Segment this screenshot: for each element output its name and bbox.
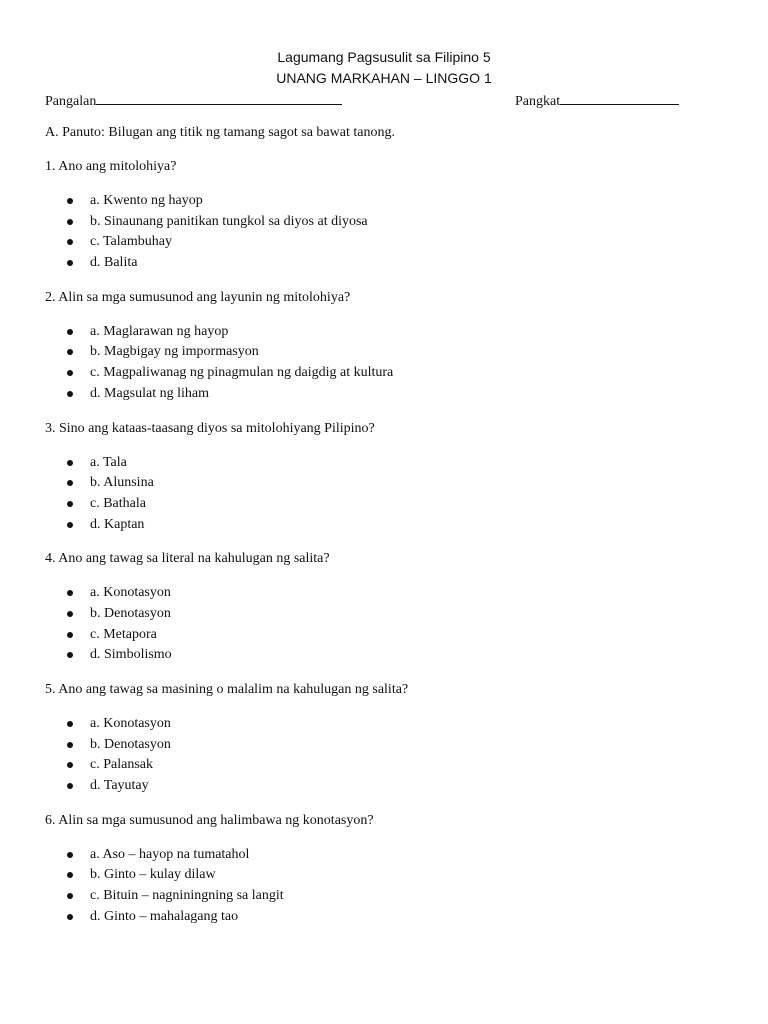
bullet-icon — [67, 721, 73, 727]
choice-text: b. Alunsina — [90, 475, 154, 491]
choice-text: d. Simbolismo — [90, 647, 172, 663]
bullet-icon — [67, 460, 73, 466]
name-field — [45, 90, 342, 112]
name-blank-line — [96, 90, 342, 105]
bullet-icon — [67, 783, 73, 789]
question-text: 4. Ano ang tawag sa literal na kahulugan ng salita? — [45, 551, 330, 567]
choice-item — [45, 583, 735, 604]
question-3 — [45, 419, 735, 536]
choice-text: d. Magsulat ng liham — [90, 385, 209, 401]
question-text: 2. Alin sa mga sumusunod ang layunin ng mitolohiya? — [45, 289, 351, 305]
bullet-icon — [67, 239, 73, 245]
question-text: 3. Sino ang kataas-taasang diyos sa mitolohiyang Pilipino? — [45, 420, 375, 436]
choice-item — [45, 473, 735, 494]
choice-text: c. Metapora — [90, 626, 157, 642]
choice-list — [45, 583, 735, 666]
bullet-icon — [67, 349, 73, 355]
question-text: 6. Alin sa mga sumusunod ang halimbawa ng konotasyon? — [45, 812, 374, 828]
choice-text: a. Aso – hayop na tumatahol — [90, 846, 250, 862]
choice-list — [45, 453, 735, 536]
group-field — [515, 90, 679, 112]
choice-list — [45, 191, 735, 274]
choice-item — [45, 776, 735, 797]
document-subtitle: UNANG MARKAHAN – LINGGO 1 — [276, 70, 492, 86]
choice-item — [45, 191, 735, 212]
choice-item — [45, 363, 735, 384]
bullet-icon — [67, 872, 73, 878]
choice-text: a. Tala — [90, 454, 127, 470]
choice-item — [45, 253, 735, 274]
bullet-icon — [67, 914, 73, 920]
choice-list — [45, 714, 735, 797]
bullet-icon — [67, 652, 73, 658]
bullet-icon — [67, 742, 73, 748]
question-5 — [45, 680, 735, 797]
question-text: 1. Ano ang mitolohiya? — [45, 159, 177, 174]
choice-item — [45, 645, 735, 666]
group-blank-line — [560, 90, 679, 105]
bullet-icon — [67, 611, 73, 617]
bullet-icon — [67, 762, 73, 768]
question-2 — [45, 288, 735, 405]
bullet-icon — [67, 522, 73, 528]
choice-text: d. Tayutay — [90, 778, 149, 794]
name-label: Pangalan — [45, 94, 97, 109]
choice-text: d. Balita — [90, 255, 138, 271]
bullet-icon — [67, 632, 73, 638]
choice-item — [45, 342, 735, 363]
choice-item — [45, 212, 735, 233]
document-title: Lagumang Pagsusulit sa Filipino 5 — [277, 49, 491, 65]
choice-text: c. Magpaliwanag ng pinagmulan ng daigdig at kultura — [90, 365, 394, 381]
choice-text: b. Magbigay ng impormasyon — [90, 344, 259, 360]
choice-text: c. Palansak — [90, 757, 153, 773]
group-label: Pangkat — [515, 94, 561, 109]
bullet-icon — [67, 219, 73, 225]
choice-item — [45, 907, 735, 928]
choice-text: b. Sinaunang panitikan tungkol sa diyos at diyosa — [90, 213, 368, 229]
bullet-icon — [67, 852, 73, 858]
bullet-icon — [67, 391, 73, 397]
bullet-icon — [67, 198, 73, 204]
choice-item — [45, 453, 735, 474]
choice-list — [45, 845, 735, 928]
choice-item — [45, 755, 735, 776]
choice-text: c. Talambuhay — [90, 234, 172, 250]
choice-list — [45, 322, 735, 405]
bullet-icon — [67, 501, 73, 507]
choice-item — [45, 604, 735, 625]
choice-item — [45, 232, 735, 253]
choice-text: c. Bathala — [90, 495, 146, 511]
choice-item — [45, 322, 735, 343]
choice-text: a. Konotasyon — [90, 716, 171, 731]
choice-text: a. Kwento ng hayop — [90, 193, 203, 208]
question-list — [45, 157, 735, 942]
choice-item — [45, 625, 735, 646]
choice-item — [45, 735, 735, 756]
choice-item — [45, 515, 735, 536]
choice-item — [45, 714, 735, 735]
question-1 — [45, 157, 735, 274]
choice-text: a. Maglarawan ng hayop — [90, 323, 229, 339]
choice-item — [45, 384, 735, 405]
choice-text: d. Ginto – mahalagang tao — [90, 908, 239, 924]
choice-text: d. Kaptan — [90, 516, 145, 532]
bullet-icon — [67, 590, 73, 596]
question-6 — [45, 811, 735, 928]
bullet-icon — [67, 329, 73, 335]
choice-item — [45, 865, 735, 886]
bullet-icon — [67, 480, 73, 486]
instructions: A. Panuto: Bilugan ang titik ng tamang sagot sa bawat tanong. — [45, 125, 395, 140]
choice-text: b. Denotasyon — [90, 605, 171, 621]
choice-text: b. Denotasyon — [90, 736, 171, 752]
choice-item — [45, 845, 735, 866]
bullet-icon — [67, 370, 73, 376]
question-text: 5. Ano ang tawag sa masining o malalim na kahulugan ng salita? — [45, 682, 409, 697]
choice-item — [45, 494, 735, 515]
choice-text: c. Bituin – nagniningning sa langit — [90, 888, 284, 904]
bullet-icon — [67, 893, 73, 899]
choice-text: b. Ginto – kulay dilaw — [90, 867, 216, 883]
question-4 — [45, 549, 735, 666]
choice-text: a. Konotasyon — [90, 585, 171, 601]
choice-item — [45, 886, 735, 907]
bullet-icon — [67, 260, 73, 266]
